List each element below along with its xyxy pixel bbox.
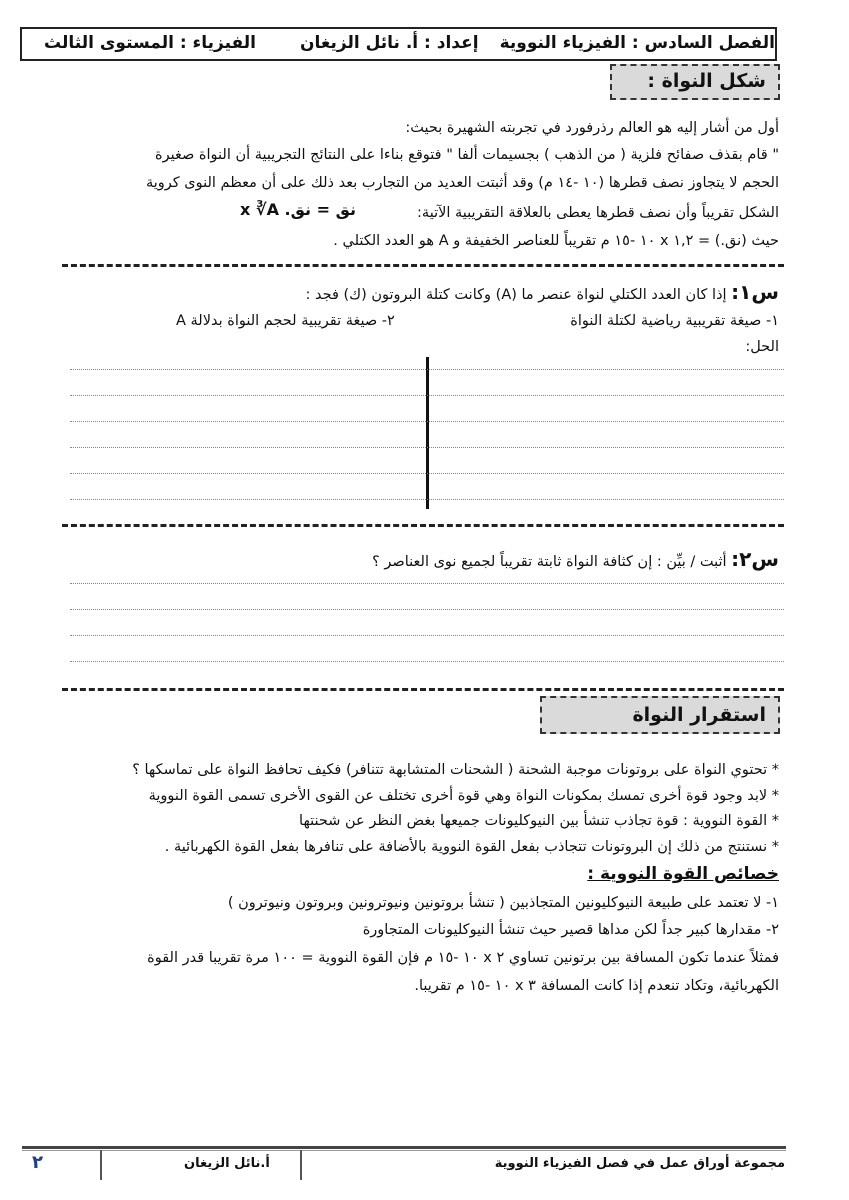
footer-divider	[300, 1150, 302, 1180]
bullet-2: * لابد وجود قوة أخرى تمسك بمكونات النواة وهي قوة أخرى تختلف عن القوى الأخرى تسمى القوة النووية	[148, 788, 779, 804]
text-line-3: الحجم لا يتجاوز نصف قطرها (١٠ -١٤ م) وقد أثبتت العديد من التجارب بعد ذلك على أن معظم النوى كروية	[145, 175, 779, 191]
question-1-part-2: ٢- صيغة تقريبية لحجم النواة بدلالة A	[176, 313, 395, 329]
answer-line[interactable]	[70, 583, 784, 584]
bullet-1: * تحتوي النواة على بروتونات موجبة الشحنة ( الشحنات المتشابهة تتنافر) فكيف تحافظ النواة على تماسكها ؟	[132, 762, 779, 778]
footer-collection: مجموعة أوراق عمل في فصل الفيزياء النووية	[494, 1156, 785, 1171]
footer-divider	[100, 1150, 102, 1180]
question-2-text: أثبت / بيِّن : إن كثافة النواة ثابتة تقريباً لجميع نوى العناصر ؟	[372, 554, 727, 570]
answer-column-divider	[426, 357, 429, 509]
answer-line[interactable]	[70, 421, 784, 422]
answer-line[interactable]	[70, 635, 784, 636]
answer-line[interactable]	[70, 609, 784, 610]
property-2-example: فمثلاً عندما تكون المسافة بين برتونين تساوي ٢ x ١٠ -١٥ م فإن القوة النووية = ١٠٠ مرة تقريبا قدر القوة	[147, 950, 779, 966]
answer-line[interactable]	[70, 395, 784, 396]
footer-rule-thin	[22, 1150, 786, 1151]
separator-2	[62, 524, 784, 527]
footer-rule	[22, 1146, 786, 1149]
page-number: ٢	[32, 1152, 43, 1173]
properties-heading: خصائص القوة النووية :	[587, 864, 779, 884]
answer-line[interactable]	[70, 447, 784, 448]
text-line-4: الشكل تقريباً وأن نصف قطرها يعطى بالعلاقة التقريبية الآتية:	[417, 205, 779, 221]
question-2-label: س٢:	[731, 547, 779, 571]
question-1-part-1: ١- صيغة تقريبية رياضية لكتلة النواة	[570, 313, 779, 329]
text-line-1: أول من أشار إليه هو العالم رذرفورد في تجربته الشهيرة بحيث:	[405, 120, 779, 136]
answer-line[interactable]	[70, 499, 784, 500]
property-2: ٢- مقدارها كبير جداً لكن مداها قصير حيث تنشأ النيوكليونات المتجاورة	[362, 922, 779, 938]
question-1	[305, 282, 779, 305]
property-2-example-cont: الكهربائية، وتكاد تنعدم إذا كانت المسافة ٣ x ١٠ -١٥ م تقريبا.	[414, 978, 779, 994]
header-subject: الفيزياء : المستوى الثالث	[44, 33, 256, 53]
separator-3	[62, 688, 784, 691]
footer-author: أ.نائل الزيغان	[184, 1156, 270, 1171]
solution-label: الحل:	[745, 339, 779, 355]
section-title-nucleus-stability: استقرار النواة	[540, 696, 780, 734]
text-line-5: حيث (نق.) = ١,٢ x ١٠ -١٥ م تقريباً للعناصر الخفيفة و A هو العدد الكتلي .	[333, 233, 779, 249]
answer-line[interactable]	[70, 473, 784, 474]
header-chapter: الفصل السادس : الفيزياء النووية	[499, 33, 775, 53]
answer-line[interactable]	[70, 369, 784, 370]
question-1-text: إذا كان العدد الكتلي لنواة عنصر ما (A) وكانت كتلة البروتون (ك) فجد :	[305, 287, 727, 303]
header-author: إعداد : أ. نائل الزيغان	[300, 33, 479, 53]
property-1: ١- لا تعتمد على طبيعة النيوكليونين المتجاذبين ( تنشأ بروتونين ونيوترونين وبروتون ونيوترون )	[227, 895, 779, 911]
radius-formula: نق = نق. x ∛A	[240, 200, 357, 219]
question-1-label: س١:	[731, 280, 779, 304]
bullet-4: * نستنتج من ذلك إن البروتونات تتجاذب بفعل القوة النووية بالأضافة على تنافرها بفعل القوة الكهربائية .	[164, 839, 779, 855]
text-line-2: " قام بقذف صفائح فلزية ( من الذهب ) بجسيمات ألفا " فتوقع بناءا على النتائج التجريبية أن النواة صغيرة	[155, 147, 779, 163]
question-2	[372, 549, 779, 572]
bullet-3: * القوة النووية : قوة تجاذب تنشأ بين النيوكليونات جميعها بغض النظر عن شحنتها	[299, 813, 779, 829]
answer-line[interactable]	[70, 661, 784, 662]
section-title-nucleus-shape: شكل النواة :	[610, 64, 780, 100]
separator-1	[62, 264, 784, 267]
